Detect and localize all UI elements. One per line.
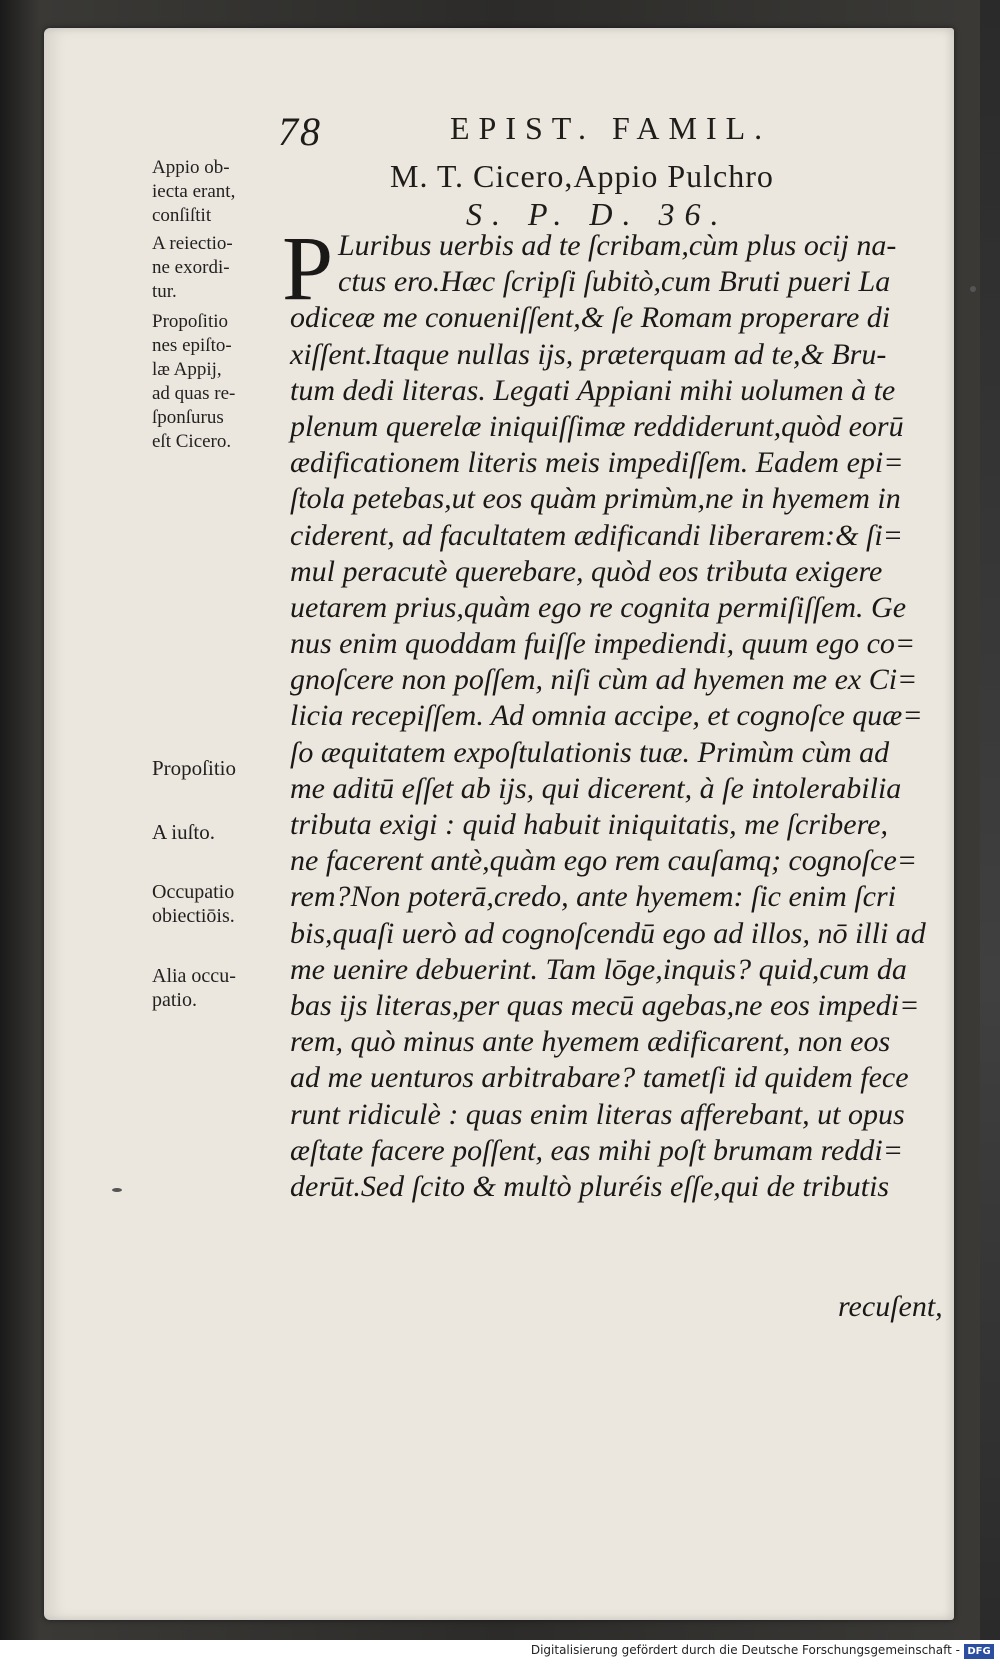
margin-note-propositiones: [152, 310, 282, 454]
running-title: EPIST. FAMIL.: [450, 110, 772, 146]
margin-line: obiectiōis.: [152, 905, 235, 927]
body-line: ſtola petebas,ut eos quàm primùm,ne in hyemem in: [290, 482, 901, 516]
body-line: ad me uenturos arbitrabare? tametſi id quidem fece: [290, 1061, 909, 1095]
scan-speck: [112, 1188, 122, 1192]
scanner-edge: [980, 0, 1000, 1640]
scan-speck: [970, 286, 976, 292]
salutation-line-2: S. P. D. 36.: [466, 196, 729, 232]
body-line: nus enim quoddam fuiſſe impediendi, quum ego co=: [290, 627, 916, 661]
margin-line: Alia occu-: [152, 965, 236, 987]
body-line: rem, quò minus ante hyemem ædificarent, non eos: [290, 1025, 891, 1059]
digitization-footer: [0, 1640, 1000, 1664]
letter-body: [290, 228, 958, 1205]
body-line: uetarem prius,quàm ego re cognita permiſiſſem. Ge: [290, 590, 907, 624]
margin-line: nes epiſto-: [152, 335, 232, 356]
body-line: ctus ero.Hæc ſcripſi ſubitò,cum Bruti pueri La: [338, 265, 891, 299]
body-line: ſo æquitatem expoſtulationis tuæ. Primùm cùm ad: [290, 735, 890, 769]
margin-line: patio.: [152, 989, 197, 1011]
body-line: plenum querelæ iniquiſſimæ reddiderunt,quòd eorū: [290, 409, 904, 443]
margin-note-appio: [152, 156, 282, 228]
margin-line: ne exordi-: [152, 257, 230, 278]
body-line: odiceæ me conueniſſent,& ſe Romam properare di: [290, 301, 891, 335]
margin-line: eſt Cicero.: [152, 431, 232, 452]
body-line: bis,quaſi uerò ad cognoſcendū ego ad illos, nō illi ad: [290, 916, 926, 950]
body-line: ne facerent antè,quàm ego rem cauſamq; cognoſce=: [290, 844, 917, 878]
margin-note-propositio: [152, 756, 282, 780]
margin-line: iecta erant,: [152, 181, 236, 202]
margin-note-occupatio: [152, 880, 282, 928]
margin-note-reiectione: [152, 232, 282, 304]
body-line: ciderent, ad facultatem ædificandi liberarem:& ſi=: [290, 518, 903, 552]
page-header: [270, 108, 830, 158]
body-line: rem?Non poterā,credo, ante hyemem: ſic enim ſcri: [290, 880, 896, 914]
funding-credit: Digitalisierung gefördert durch die Deutsche Forschungsgemeinschaft -: [530, 1643, 960, 1657]
margin-line: A iuſto.: [152, 820, 216, 844]
body-line: me uenire debuerint. Tam lōge,inquis? quid,cum da: [290, 952, 907, 986]
body-line: mul peracutè querebare, quòd eos tributa exigere: [290, 554, 883, 588]
body-line: bas ijs literas,per quas mecū agebas,ne eos impedi=: [290, 988, 920, 1022]
page-number: 78: [278, 109, 322, 154]
margin-line: Occupatio: [152, 881, 235, 903]
salutation-line-1: M. T. Cicero,Appio Pulchro: [390, 158, 774, 194]
body-line: æſtate facere poſſent, eas mihi poſt brumam reddi=: [290, 1133, 903, 1167]
margin-note-a-iusto: [152, 820, 282, 844]
body-line: tributa exigi : quid habuit iniquitatis, me ſcribere,: [290, 808, 888, 841]
margin-line: conſiſtit: [152, 205, 212, 226]
margin-line: A reiectio-: [152, 233, 233, 254]
margin-line: Propoſitio: [152, 756, 237, 780]
body-line: me aditū eſſet ab ijs, qui dicerent, à ſe intolerabilia: [290, 771, 902, 805]
margin-line: ſponſurus: [152, 407, 224, 428]
margin-line: Propoſitio: [152, 311, 229, 332]
body-line: licia recepiſſem. Ad omnia accipe, et cognoſce quæ=: [290, 699, 923, 733]
margin-line: tur.: [152, 281, 177, 302]
dfg-logo: DFG: [964, 1644, 994, 1659]
body-line: Luribus uerbis ad te ſcribam,cùm plus ocij na-: [338, 229, 897, 262]
catchword: recuſent,: [838, 1290, 943, 1323]
margin-note-alia-occupatio: [152, 964, 282, 1012]
body-line: derūt.Sed ſcito & multò pluréis eſſe,qui de tributis: [290, 1169, 890, 1203]
margin-line: Appio ob-: [152, 157, 230, 178]
body-line: ædificationem literis meis impediſſem. Eadem epi=: [290, 446, 904, 480]
body-line: gnoſcere non poſſem, niſi cùm ad hyemen me ex Ci=: [290, 663, 918, 697]
drop-cap: P: [282, 217, 334, 319]
body-line: xiſſent.Itaque nullas ijs, præterquam ad te,& Bru-: [290, 337, 887, 371]
margin-line: ad quas re-: [152, 383, 236, 404]
body-line: runt ridiculè : quas enim literas afferebant, ut opus: [290, 1097, 905, 1131]
margin-line: læ Appij,: [152, 359, 222, 380]
body-line: tum dedi literas. Legati Appiani mihi uolumen à te: [290, 373, 896, 407]
